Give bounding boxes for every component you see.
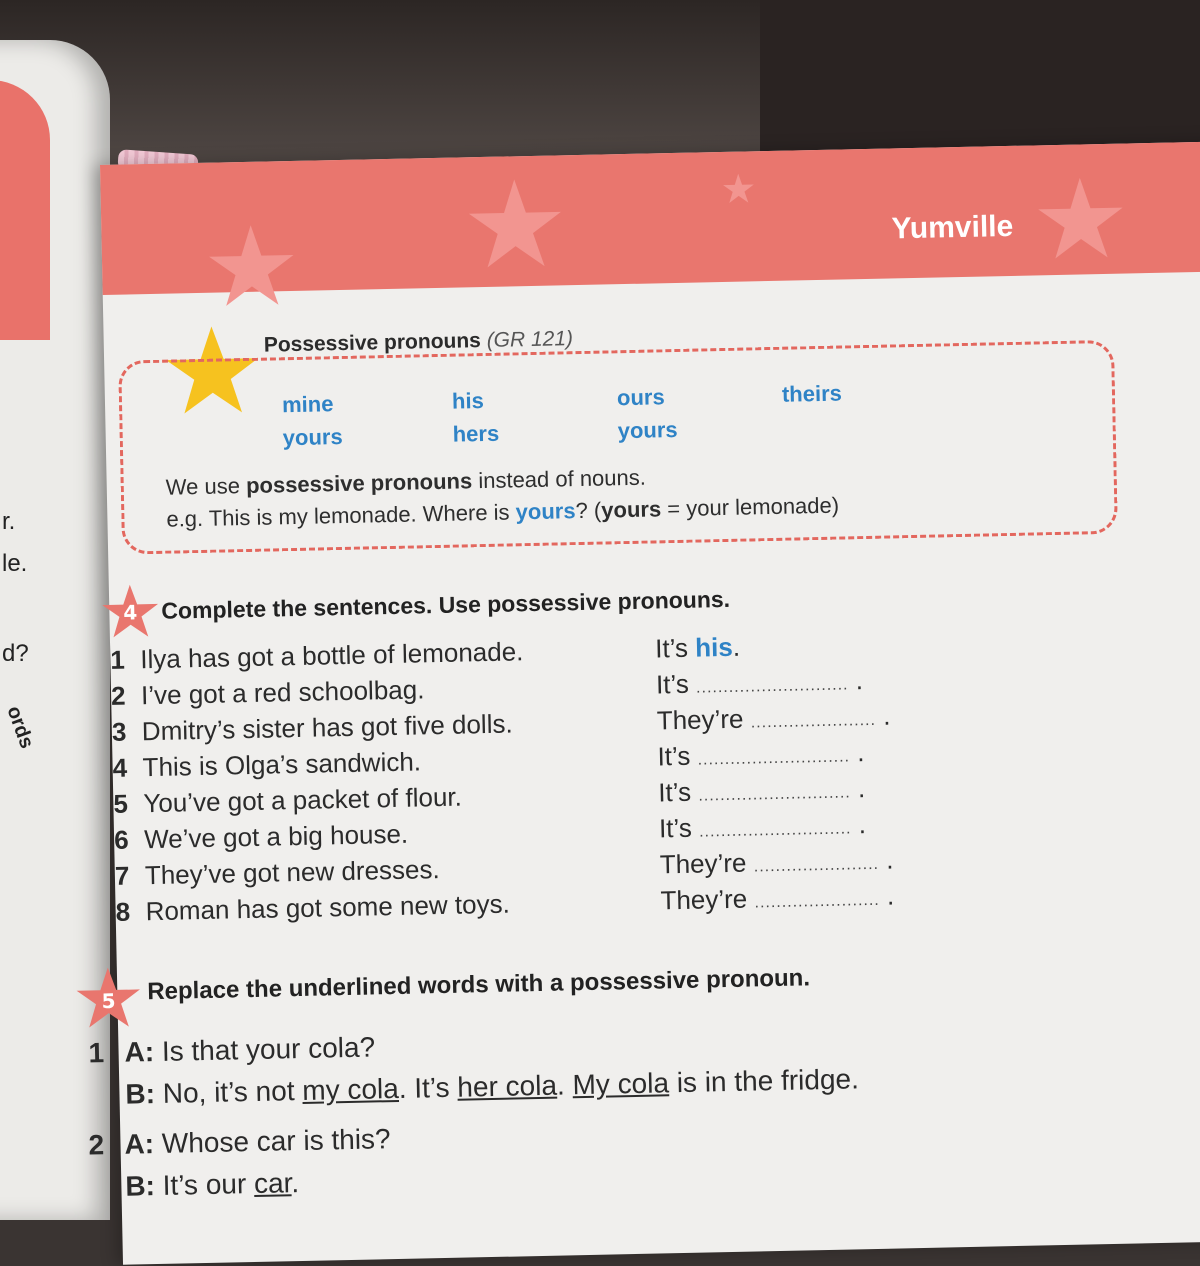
- left-page-fragment: ords: [2, 703, 38, 752]
- decorative-star-icon: ★: [200, 201, 303, 332]
- example-text: = your lemonade): [660, 492, 840, 522]
- exercise-4-answer-blank[interactable]: It’s ............................ .: [658, 809, 867, 844]
- grammar-title-text: Possessive pronouns: [263, 329, 482, 357]
- exercise-4-answer-blank[interactable]: They’re ....................... .: [660, 880, 895, 916]
- exercise-4-item: 6 We’ve got a big house.: [113, 818, 409, 855]
- pronoun-yours: yours: [282, 423, 343, 451]
- exercise-4-instruction: Complete the sentences. Use possessive pronouns.: [161, 585, 731, 624]
- exercise-4-item: 2 I’ve got a red schoolbag.: [110, 674, 425, 711]
- left-page-banner: [0, 80, 50, 340]
- exercise-4-answer-blank[interactable]: It’s ............................ .: [655, 665, 864, 700]
- exercise-4-answer-blank[interactable]: It’s ............................ .: [657, 737, 865, 772]
- dialogue-1-line-a: 1 A: Is that your cola?: [88, 1031, 376, 1069]
- header-banner: [100, 140, 1200, 332]
- pronoun-his: his: [451, 388, 485, 414]
- pronoun-theirs: theirs: [781, 380, 843, 407]
- exercise-4-item: 4 This is Olga’s sandwich.: [112, 746, 422, 783]
- pronoun-hers: hers: [452, 420, 500, 447]
- pronoun-mine: mine: [281, 391, 334, 418]
- exercise-4-answer: It’s his.: [654, 631, 741, 664]
- example-bold: yours: [600, 496, 662, 523]
- exercise-4-item: 3 Dmitry’s sister has got five dolls.: [111, 708, 513, 747]
- dialogue-2-line-b: B: It’s our car.: [125, 1167, 300, 1202]
- decorative-star-icon: ★: [1030, 154, 1132, 285]
- exercise-4-item: 1 Ilya has got a bottle of lemonade.: [110, 636, 524, 675]
- grammar-example: [166, 493, 839, 533]
- pronoun-yours-plural: yours: [617, 416, 678, 444]
- rule-text: instead of nouns.: [471, 464, 647, 494]
- dialogue-1-line-b: B: No, it’s not my cola. It’s her cola. My cola is in the fridge.: [125, 1063, 860, 1110]
- exercise-4-item: 8 Roman has got some new toys.: [115, 888, 511, 927]
- brand-title: Yumville: [891, 209, 1014, 246]
- example-highlight: yours: [515, 498, 576, 525]
- left-page-fragment: le.: [2, 550, 28, 577]
- grammar-reference: (GR 121): [486, 327, 574, 352]
- left-page-fragment: d?: [2, 640, 29, 667]
- rule-bold: possessive pronouns: [245, 468, 473, 499]
- exercise-4-item: 5 You’ve got a packet of flour.: [113, 781, 463, 819]
- decorative-star-icon: ★: [720, 166, 757, 214]
- exercise-5-instruction: Replace the underlined words with a possessive pronoun.: [147, 964, 811, 1006]
- pronoun-ours: ours: [616, 384, 665, 411]
- example-text: e.g. This is my lemonade. Where is: [166, 499, 516, 532]
- rule-text: We use: [165, 473, 247, 500]
- exercise-5-number: 5: [101, 988, 116, 1014]
- grammar-box: [118, 340, 1118, 555]
- example-text: ? (: [575, 497, 602, 524]
- grammar-rule: [166, 465, 647, 501]
- exercise-4-number: 4: [123, 600, 138, 625]
- exercise-4-answer-blank[interactable]: They’re ....................... .: [659, 844, 894, 880]
- exercise-4-item: 7 They’ve got new dresses.: [114, 854, 440, 891]
- dialogue-2-line-a: 2 A: Whose car is this?: [88, 1123, 391, 1161]
- workbook-page: [88, 140, 1200, 1264]
- exercise-4-answer-blank[interactable]: It’s ............................ .: [657, 773, 866, 808]
- decorative-star-icon: ★: [459, 155, 571, 297]
- left-page-fragment: r.: [2, 508, 16, 535]
- exercise-4-answer-blank[interactable]: They’re ....................... .: [656, 700, 891, 736]
